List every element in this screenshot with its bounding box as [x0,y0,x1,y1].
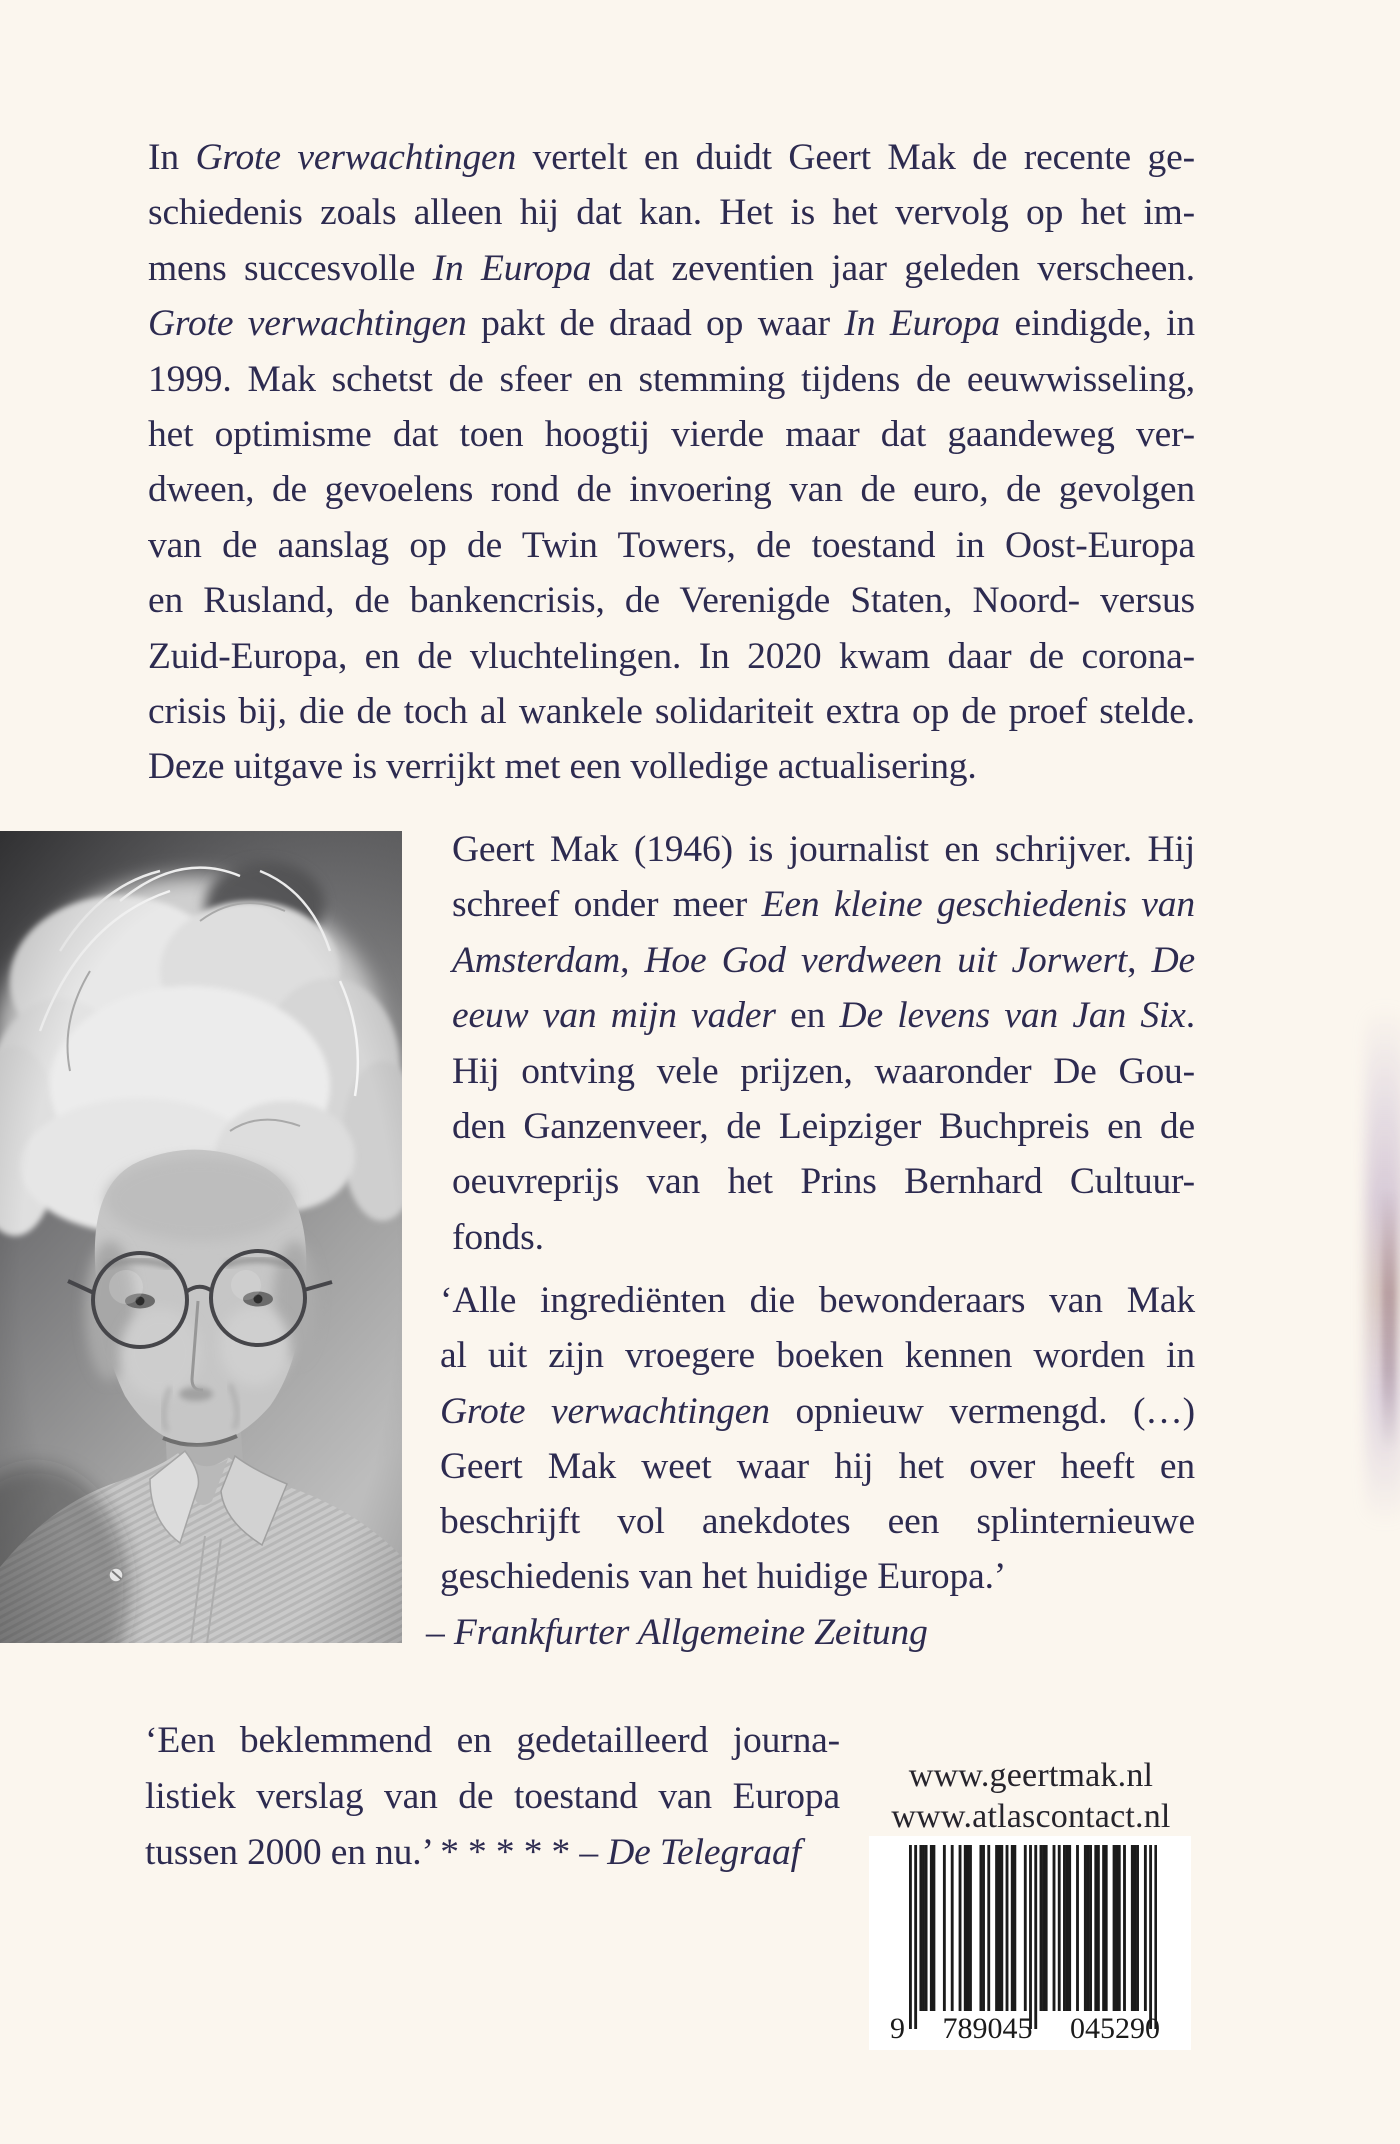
text-line: listiek verslag van de toestand van Europa [145,1776,840,1817]
photo-vignette [0,831,402,1643]
website-atlascontact: www.atlascontact.nl [891,1798,1171,1835]
text-line: den Ganzenveer, de Leipziger Buchpreis en de [452,1106,1195,1148]
text-line: ‘Alle ingrediënten die bewonderaars van Mak [440,1280,1195,1321]
text-line: beschrijft vol anekdotes een splinternieuwe [440,1501,1195,1543]
text-line: al uit zijn vroegere boeken kennen worden in [440,1335,1195,1377]
text-line: geschiedenis van het huidige Europa.’ [440,1556,1007,1598]
text-line: eeuw van mijn vader en De levens van Jan Six. [452,995,1195,1037]
author-photo-illustration [0,831,402,1643]
text-line: Grote verwachtingen opnieuw vermengd. (…) [440,1390,1195,1432]
blurb-paragraph [148,130,1195,795]
text-line: fonds. [452,1216,544,1258]
text-line: het optimisme dat toen hoogtij vierde maar dat gaandeweg ver- [148,414,1195,456]
text-line: schiedenis zoals alleen hij dat kan. Het is het vervolg op het im- [148,192,1195,234]
review-quote-faz [426,1273,1195,1660]
text-line: schreef onder meer Een kleine geschiedenis van [452,884,1195,926]
barcode-digit-group: 045290 [1070,2012,1160,2045]
author-photo [0,831,402,1643]
text-line: oeuvreprijs van het Prins Bernhard Cultuur- [452,1161,1195,1203]
review-quote-telegraaf [145,1713,840,1881]
scan-smudge-streak [1382,1190,1396,1450]
websites-block [880,1755,1182,1837]
text-line: tussen 2000 en nu.’ * * * * * – De Telegraaf [145,1832,801,1873]
text-line: – Frankfurter Allgemeine Zeitung [426,1611,928,1653]
text-line: Amsterdam, Hoe God verdween uit Jorwert, De [452,939,1196,981]
ean13-barcode [909,1845,1157,2029]
text-line: 1999. Mak schetst de sfeer en stemming tijdens de eeuwwisseling, [148,358,1195,400]
text-line: Geert Mak weet waar hij het over heeft en [440,1445,1195,1487]
text-line: Deze uitgave is verrijkt met een volledige actualisering. [148,746,977,788]
text-line: crisis bij, die de toch al wankele solidariteit extra op de proef stelde. [148,691,1195,733]
text-line: In Grote verwachtingen vertelt en duidt Geert Mak de recente ge- [148,137,1195,178]
website-geertmak: www.geertmak.nl [908,1757,1154,1794]
barcode-digit-group: 9 [890,2012,905,2045]
text-line: mens succesvolle In Europa dat zeventien jaar geleden verscheen. [148,247,1196,289]
text-line: Zuid-Europa, en de vluchtelingen. In 2020 kwam daar de corona- [148,635,1195,677]
barcode-digits [890,2012,1160,2046]
text-line: ‘Een beklemmend en gedetailleerd journa- [145,1720,840,1761]
text-line: en Rusland, de bankencrisis, de Verenigde Staten, Noord- versus [148,580,1195,622]
text-line: Grote verwachtingen pakt de draad op waar In Europa eindigde, in [148,303,1195,345]
text-line: Hij ontving vele prijzen, waaronder De Gou- [452,1050,1195,1092]
text-line: van de aanslag op de Twin Towers, de toestand in Oost-Europa [148,524,1195,566]
author-bio [452,822,1195,1265]
text-line: dween, de gevoelens rond de invoering van de euro, de gevolgen [148,469,1195,511]
barcode-panel [869,1836,1191,2050]
text-line: Geert Mak (1946) is journalist en schrijver. Hij [452,829,1195,870]
barcode-digit-group: 789045 [942,2012,1033,2045]
